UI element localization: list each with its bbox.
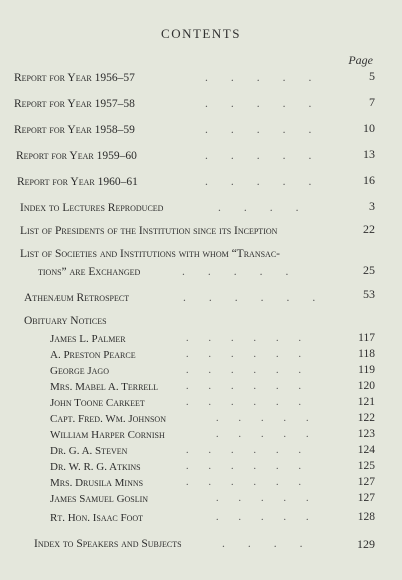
- obituary-page: 117: [358, 332, 375, 344]
- toc-entry-page: 7: [369, 95, 375, 109]
- leader-dots: . . . . . .: [186, 461, 301, 472]
- leader-dots: . . . . . .: [186, 381, 301, 392]
- leader-dots: . . . . .: [216, 493, 309, 504]
- obituary-page: 128: [357, 511, 375, 523]
- obituary-page: 118: [358, 348, 375, 360]
- obituary-item: [0, 413, 402, 429]
- toc-entry: [0, 147, 402, 166]
- obituary-item: [0, 365, 402, 381]
- leader-dots: . . . . . .: [186, 477, 301, 488]
- toc-entry-label: List of Societies and Institutions with whom “Transac-: [20, 248, 280, 260]
- leader-dots: . . . . . .: [186, 349, 301, 360]
- obituary-item: [0, 477, 402, 493]
- toc-entry: [0, 121, 402, 140]
- toc-entry: [0, 95, 402, 114]
- toc-entry: [0, 199, 402, 218]
- leader-dots: . . . . . .: [186, 365, 301, 376]
- obituary-page: 124: [357, 444, 375, 456]
- toc-entry: [0, 173, 402, 192]
- obituary-item: [0, 397, 402, 413]
- toc-entry-page: 5: [369, 69, 375, 83]
- obituary-name: James L. Palmer: [50, 333, 126, 345]
- obituary-page: 127: [357, 492, 375, 504]
- leader-dots: . . . . .: [205, 124, 312, 136]
- obituary-page: 125: [357, 460, 375, 472]
- leader-dots: . . . . .: [205, 72, 312, 84]
- obituary-page: 123: [357, 428, 375, 440]
- obituary-name: George Jago: [50, 365, 109, 377]
- leader-dots: . . . . . .: [186, 397, 301, 408]
- obituary-item: [0, 445, 402, 461]
- obituary-item: [0, 333, 402, 349]
- leader-dots: . . . .: [222, 538, 303, 550]
- leader-dots: . . . . .: [216, 413, 309, 424]
- toc-entry: [0, 222, 402, 241]
- obituary-name: Mrs. Drusila Minns: [50, 477, 144, 489]
- obituary-page: 121: [357, 396, 375, 408]
- toc-entry-label: Index to Lectures Reproduced: [20, 202, 164, 214]
- toc-entry: [0, 287, 402, 308]
- leader-dots: . . . . .: [182, 266, 289, 278]
- obituary-item: [0, 349, 402, 365]
- obituary-item: [0, 381, 402, 397]
- toc-entry-page: 16: [363, 173, 375, 187]
- toc-entry-label: Report for Year 1958–59: [14, 124, 135, 136]
- page-title: CONTENTS: [161, 26, 241, 41]
- obituary-item: [0, 429, 402, 445]
- toc-entry-label: Report for Year 1960–61: [17, 176, 138, 188]
- obituary-page: 127: [357, 476, 375, 488]
- toc-entry-page: 3: [369, 199, 375, 213]
- obituary-item: [0, 512, 402, 528]
- leader-dots: . . . . . .: [186, 445, 301, 456]
- page-column-label: Page: [348, 53, 373, 67]
- obituary-heading: Obituary Notices: [24, 315, 107, 327]
- toc-entry-label: Athenæum Retrospect: [24, 292, 130, 304]
- obituary-name: Rt. Hon. Isaac Foot: [50, 512, 144, 524]
- leader-dots: . . . . .: [205, 150, 312, 162]
- toc-entry: [0, 248, 402, 264]
- leader-dots: . . . . . .: [186, 333, 301, 344]
- toc-entry: [0, 69, 402, 88]
- toc-entry-page: 13: [363, 147, 375, 161]
- obituary-name: Mrs. Mabel A. Terrell: [50, 381, 159, 393]
- toc-entry-label: tions” are Exchanged: [38, 266, 141, 278]
- obituary-item: [0, 493, 402, 509]
- obituary-name: James Samuel Goslin: [50, 493, 149, 505]
- leader-dots: . . . . .: [205, 176, 312, 188]
- toc-entry-label: List of Presidents of the Institution since its Inception: [20, 225, 278, 237]
- obituary-page: 119: [358, 364, 375, 376]
- toc-entry-label: Report for Year 1957–58: [14, 98, 135, 110]
- toc-entry-label: Report for Year 1959–60: [16, 150, 137, 162]
- obituary-name: William Harper Cornish: [50, 429, 165, 441]
- toc-entry: [0, 538, 402, 554]
- obituary-name: John Toone Carkeet: [50, 397, 145, 409]
- leader-dots: . . . . .: [205, 98, 312, 110]
- obituary-name: Dr. G. A. Steven: [50, 445, 128, 457]
- obituary-page: 120: [357, 380, 375, 392]
- leader-dots: . . . . .: [216, 429, 309, 440]
- toc-entry-page: 25: [363, 263, 375, 277]
- obituary-item: [0, 461, 402, 477]
- leader-dots: . . . . . .: [183, 292, 316, 304]
- leader-dots: . . . .: [218, 202, 299, 214]
- toc-entry-label: Index to Speakers and Subjects: [34, 538, 182, 550]
- toc-entry-page: 129: [357, 537, 375, 551]
- toc-entry-label: Report for Year 1956–57: [14, 72, 135, 84]
- obituary-name: A. Preston Pearce: [50, 349, 136, 361]
- obituary-page: 122: [357, 412, 375, 424]
- toc-entry-continued: [0, 263, 402, 282]
- toc-entry-page: 53: [363, 287, 375, 301]
- toc-entry-page: 10: [363, 121, 375, 135]
- obituary-name: Capt. Fred. Wm. Johnson: [50, 413, 166, 425]
- leader-dots: . . . . .: [216, 512, 309, 523]
- toc-entry-page: 22: [363, 222, 375, 236]
- obituary-name: Dr. W. R. G. Atkins: [50, 461, 141, 473]
